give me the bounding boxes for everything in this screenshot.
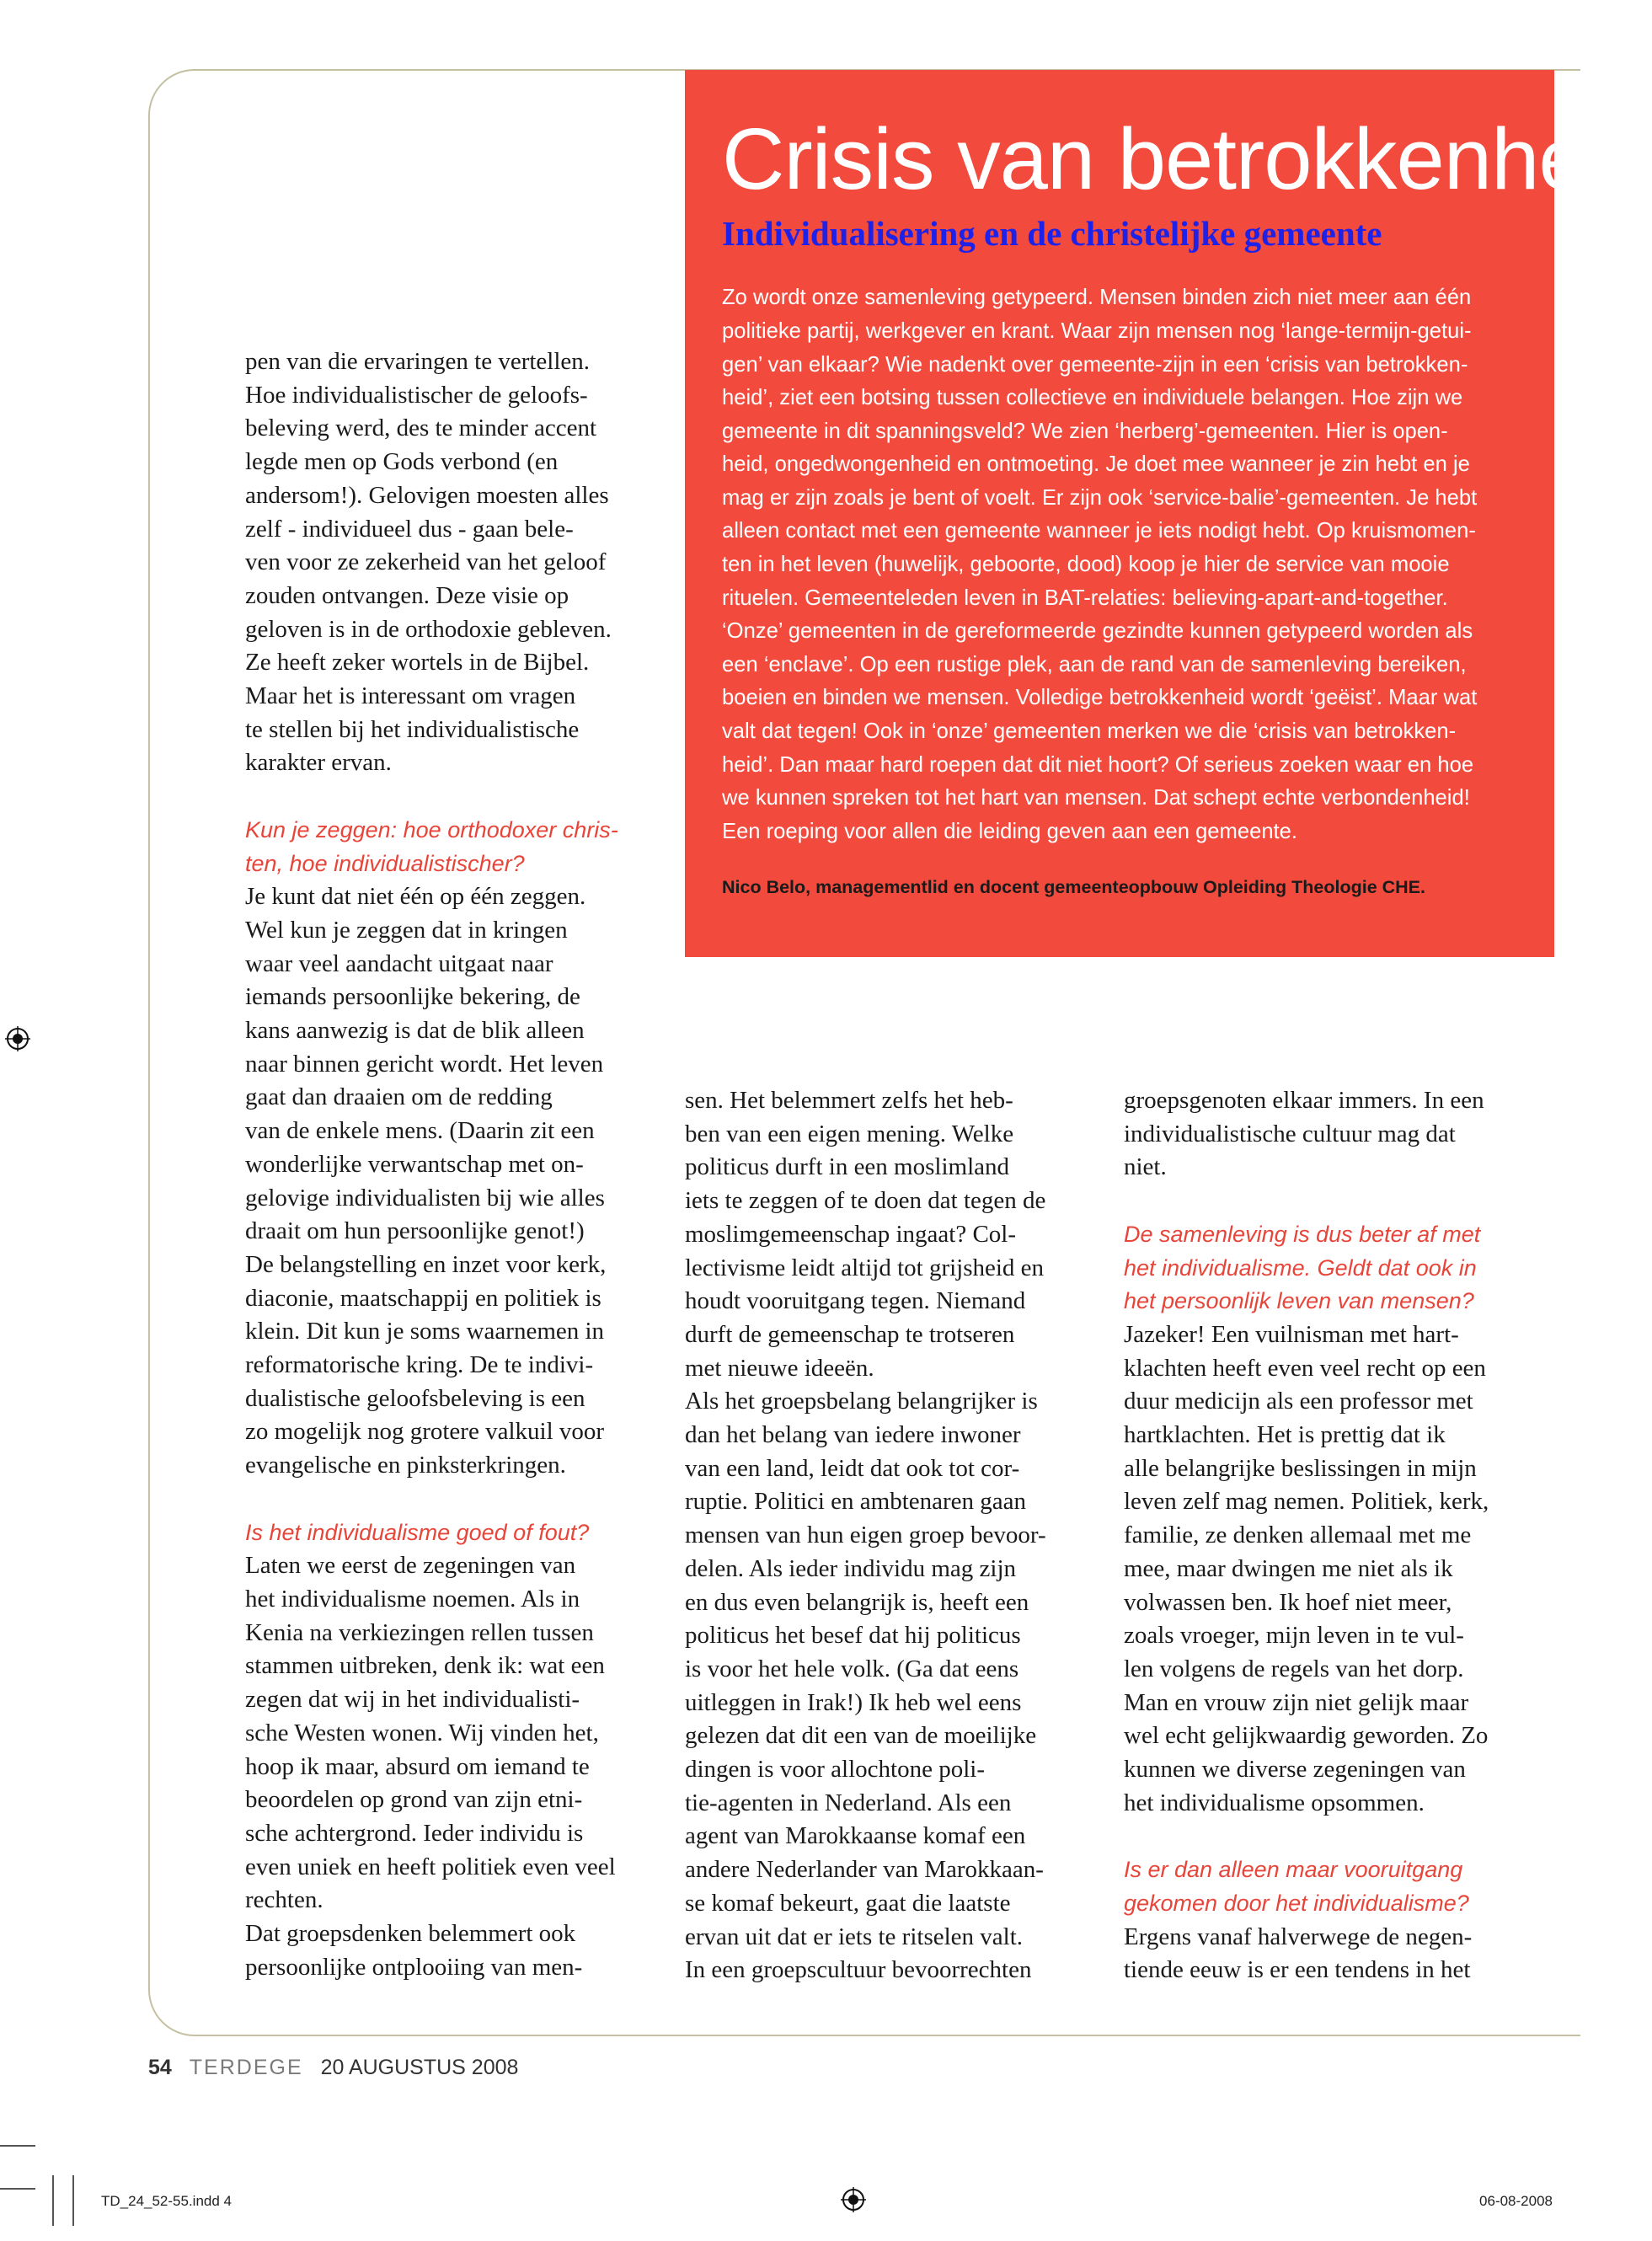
text-line: is voor het hele volk. (Ga dat eens <box>685 1655 1019 1682</box>
text-line: houdt vooruitgang tegen. Niemand <box>685 1287 1026 1315</box>
page-number: 54 <box>148 2056 172 2079</box>
paragraph <box>245 345 666 780</box>
registration-mark-icon <box>5 1026 30 1051</box>
text-line: leven zelf mag nemen. Politiek, kerk, <box>1124 1488 1489 1516</box>
text-line: boeien en binden we mensen. Volledige betrokkenheid wordt ‘geëist’. Maar wat <box>722 686 1478 710</box>
text-line: Zo wordt onze samenleving getypeerd. Mensen binden zich niet meer aan één <box>722 286 1472 310</box>
interview-question <box>1124 1853 1545 1920</box>
text-line: politicus het besef dat hij politicus <box>685 1622 1021 1650</box>
text-line: Man en vrouw zijn niet gelijk maar <box>1124 1688 1469 1716</box>
crop-mark <box>0 2188 35 2190</box>
text-line: dingen is voor allochtone poli- <box>685 1756 985 1784</box>
text-line: een ‘enclave’. Op een rustige plek, aan de rand van de samenleving bereiken, <box>722 652 1467 677</box>
paragraph <box>1124 1921 1545 1987</box>
text-line: wel echt gelijkwaardig geworden. Zo <box>1124 1722 1489 1750</box>
paragraph <box>245 1917 666 1984</box>
text-line: legde men op Gods verbond (en <box>245 448 559 476</box>
paragraph <box>1124 1318 1545 1821</box>
text-line: even uniek en heeft politiek even veel <box>245 1853 616 1880</box>
text-line: dan het belang van iedere inwoner <box>685 1421 1021 1449</box>
text-line: waar veel aandacht uitgaat naar <box>245 949 553 977</box>
text-line: beoordelen op grond van zijn etni- <box>245 1786 583 1814</box>
text-line: familie, ze denken allemaal met me <box>1124 1522 1472 1549</box>
text-line: Laten we eerst de zegeningen van <box>245 1552 576 1580</box>
text-line: ten, hoe individualistischer? <box>245 850 525 876</box>
text-line: gelovige individualisten bij wie alles <box>245 1184 605 1211</box>
text-line: hoop ik maar, absurd om iemand te <box>245 1752 590 1780</box>
text-line: gen’ van elkaar? Wie nadenkt over gemeente-zijn in een ‘crisis van betrokken- <box>722 352 1468 377</box>
text-line: durft de gemeenschap te trotseren <box>685 1320 1015 1348</box>
paragraph <box>245 880 666 1483</box>
text-line: andersom!). Gelovigen moesten alles <box>245 481 609 509</box>
text-line: diaconie, maatschappij en politiek is <box>245 1284 601 1312</box>
text-line: reformatorische kring. De te indivi- <box>245 1351 594 1379</box>
text-line: evangelische en pinksterkringen. <box>245 1452 566 1479</box>
header-box <box>685 70 1652 957</box>
text-line: heid, ongedwongenheid en ontmoeting. Je doet mee wanneer je zin hebt en je <box>722 452 1470 477</box>
text-line: stammen uitbreken, denk ik: wat een <box>245 1652 605 1680</box>
text-line: ten in het leven (huwelijk, geboorte, dood) koop je hier de service van mooie <box>722 553 1450 577</box>
text-line: pen van die ervaringen te vertellen. <box>245 348 591 375</box>
text-line: Als het groepsbelang belangrijker is <box>685 1388 1038 1415</box>
text-line: mag er zijn zoals je bent of voelt. Er zijn ook ‘service-balie’-gemeenten. Je hebt <box>722 485 1478 510</box>
text-line: politicus durft in een moslimland <box>685 1153 1010 1181</box>
text-line: iets te zeggen of te doen dat tegen de <box>685 1187 1046 1215</box>
text-line: persoonlijke ontplooiing van men- <box>245 1953 583 1981</box>
text-line: Kenia na verkiezingen rellen tussen <box>245 1618 594 1646</box>
text-line: Is er dan alleen maar vooruitgang <box>1124 1857 1463 1883</box>
slug-file: TD_24_52-55.indd 4 <box>101 2193 233 2209</box>
text-line: iemands persoonlijke bekering, de <box>245 983 580 1011</box>
text-line: hartklachten. Het is prettig dat ik <box>1124 1421 1446 1449</box>
text-line: ven voor ze zekerheid van het geloof <box>245 548 607 576</box>
interview-question <box>1124 1218 1545 1318</box>
text-line: gaat dan draaien om de redding <box>245 1083 553 1111</box>
column-2 <box>685 1084 1106 1987</box>
text-line: andere Nederlander van Marokkaan- <box>685 1856 1044 1884</box>
issue-date: 20 AUGUSTUS 2008 <box>320 2056 519 2079</box>
text-line: het persoonlijk leven van mensen? <box>1124 1288 1474 1314</box>
text-line: rechten. <box>245 1886 323 1914</box>
text-line: moslimgemeenschap ingaat? Col- <box>685 1220 1017 1248</box>
text-line: klachten heeft even veel recht op een <box>1124 1354 1486 1382</box>
text-line: zoals vroeger, mijn leven in te vul- <box>1124 1622 1464 1650</box>
crop-mark <box>72 2175 74 2226</box>
text-line: heid’. Dan maar hard roepen dat dit niet hoort? Of serieus zoeken waar en hoe <box>722 752 1474 777</box>
text-line: zouden ontvangen. Deze visie op <box>245 581 569 609</box>
author-credit: Nico Belo, managementlid en docent gemeenteopbouw Opleiding Theologie CHE. <box>722 877 1425 898</box>
text-line: beleving werd, des te minder accent <box>245 415 597 442</box>
text-line: politieke partij, werkgever en krant. Waar zijn mensen nog ‘lange-termijn-getui- <box>722 318 1472 343</box>
text-line: gemeente in dit spanningsveld? We zien ‘herberg’-gemeenten. Hier is open- <box>722 419 1448 443</box>
text-line: het individualisme noemen. Als in <box>245 1585 580 1613</box>
text-line: ‘Onze’ gemeenten in de gereformeerde gezindte kunnen getypeerd worden als <box>722 619 1473 644</box>
text-line: alleen contact met een gemeente wanneer je iets nodigt hebt. Op kruismomen- <box>722 519 1476 543</box>
text-line: delen. Als ieder individu mag zijn <box>685 1554 1017 1582</box>
text-line: het individualisme opsommen. <box>1124 1789 1425 1816</box>
text-line: van een land, leidt dat ook tot cor- <box>685 1454 1020 1482</box>
text-line: en dus even belangrijk is, heeft een <box>685 1588 1029 1616</box>
text-line: Maar het is interessant om vragen <box>245 682 576 710</box>
text-line: dualistische geloofsbeleving is een <box>245 1384 585 1412</box>
text-line: Ergens vanaf halverwege de negen- <box>1124 1923 1473 1950</box>
slug-date: 06-08-2008 <box>1479 2193 1553 2209</box>
article-title: Crisis van betrokkenheid <box>722 110 1652 207</box>
text-line: het individualisme. Geldt dat ook in <box>1124 1254 1477 1281</box>
paragraph <box>685 1084 1106 1385</box>
text-line: niet. <box>1124 1153 1167 1181</box>
text-line: met nieuwe ideeën. <box>685 1354 874 1382</box>
interview-question <box>245 814 666 880</box>
paragraph <box>245 1549 666 1917</box>
text-line: In een groepscultuur bevoorrechten <box>685 1956 1032 1984</box>
text-line: len volgens de regels van het dorp. <box>1124 1655 1464 1682</box>
text-line: Je kunt dat niet één op één zeggen. <box>245 883 586 911</box>
crop-mark <box>0 2145 35 2147</box>
text-line: heid’, ziet een botsing tussen collectieve en individuele belangen. Hoe zijn we <box>722 386 1463 410</box>
text-line: Een roeping voor allen die leiding geven aan een gemeente. <box>722 819 1298 843</box>
text-line: De belangstelling en inzet voor kerk, <box>245 1250 607 1278</box>
text-line: alle belangrijke beslissingen in mijn <box>1124 1454 1477 1482</box>
registration-mark-icon <box>841 2187 866 2212</box>
text-line: gekomen door het individualisme? <box>1124 1890 1469 1916</box>
text-line: Dat groepsdenken belemmert ook <box>245 1920 576 1948</box>
text-line: geloven is in de orthodoxie gebleven. <box>245 615 612 643</box>
text-line: klein. Dit kun je soms waarnemen in <box>245 1318 605 1345</box>
text-line: individualistische cultuur mag dat <box>1124 1120 1456 1147</box>
text-line: De samenleving is dus beter af met <box>1124 1221 1481 1247</box>
paragraph <box>1124 1084 1545 1185</box>
text-line: kans aanwezig is dat de blik alleen <box>245 1017 585 1045</box>
text-line: draait om hun persoonlijke genot!) <box>245 1217 585 1245</box>
intro-text <box>722 281 1537 848</box>
text-line: volwassen ben. Ik hoef niet meer, <box>1124 1588 1452 1616</box>
text-line: tiende eeuw is er een tendens in het <box>1124 1956 1471 1984</box>
text-line: valt dat tegen! Ook in ‘onze’ gemeenten merken we die ‘crisis van betrokken- <box>722 719 1457 744</box>
text-line: agent van Marokkaanse komaf een <box>685 1822 1026 1850</box>
text-line: se komaf bekeurt, gaat die laatste <box>685 1889 1011 1917</box>
text-line: ervan uit dat er iets te ritselen valt. <box>685 1923 1024 1950</box>
text-line: gelezen dat dit een van de moeilijke <box>685 1722 1037 1750</box>
text-line: sche achtergrond. Ieder individu is <box>245 1819 584 1847</box>
text-line: karakter ervan. <box>245 749 392 777</box>
text-line: zelf - individueel dus - gaan bele- <box>245 515 574 543</box>
text-line: ruptie. Politici en ambtenaren gaan <box>685 1488 1027 1516</box>
text-line: naar binnen gericht wordt. Het leven <box>245 1050 604 1078</box>
text-line: sen. Het belemmert zelfs het heb- <box>685 1087 1013 1114</box>
text-line: te stellen bij het individualistische <box>245 715 580 743</box>
text-line: groepsgenoten elkaar immers. In een <box>1124 1087 1484 1114</box>
text-line: Jazeker! Een vuilnisman met hart- <box>1124 1320 1459 1348</box>
text-line: ben van een eigen mening. Welke <box>685 1120 1014 1147</box>
text-line: tie-agenten in Nederland. Als een <box>685 1789 1012 1816</box>
text-line: Ze heeft zeker wortels in de Bijbel. <box>245 649 590 677</box>
paragraph <box>685 1385 1106 1987</box>
text-line: mensen van hun eigen groep bevoor- <box>685 1522 1046 1549</box>
text-line: Hoe individualistischer de geloofs- <box>245 381 588 409</box>
text-line: Is het individualisme goed of fout? <box>245 1519 590 1545</box>
text-line: zo mogelijk nog grotere valkuil voor <box>245 1418 605 1446</box>
text-line: Wel kun je zeggen dat in kringen <box>245 916 568 944</box>
text-line: mee, maar dwingen me niet als ik <box>1124 1554 1453 1582</box>
column-1 <box>245 345 666 1984</box>
interview-question <box>245 1516 666 1550</box>
text-line: wonderlijke verwantschap met on- <box>245 1150 584 1178</box>
text-line: van de enkele mens. (Daarin zit een <box>245 1117 595 1145</box>
text-line: zegen dat wij in het individualisti- <box>245 1686 580 1714</box>
text-line: sche Westen wonen. Wij vinden het, <box>245 1719 599 1746</box>
crop-mark <box>52 2175 54 2226</box>
text-line: duur medicijn als een professor met <box>1124 1388 1473 1415</box>
text-line: lectivisme leidt altijd tot grijsheid en <box>685 1254 1045 1281</box>
article-subtitle: Individualisering en de christelijke gemeente <box>722 214 1382 254</box>
page-folio <box>148 2056 518 2080</box>
text-line: kunnen we diverse zegeningen van <box>1124 1756 1466 1784</box>
text-line: uitleggen in Irak!) Ik heb wel eens <box>685 1688 1022 1716</box>
magazine-name: TERDEGE <box>189 2056 303 2079</box>
text-line: Kun je zeggen: hoe orthodoxer chris- <box>245 816 618 842</box>
text-line: rituelen. Gemeenteleden leven in BAT-relaties: believing-apart-and-together. <box>722 586 1448 610</box>
text-line: we kunnen spreken tot het hart van mensen. Dat schept echte verbondenheid! <box>722 786 1470 810</box>
column-3 <box>1124 1084 1545 1987</box>
